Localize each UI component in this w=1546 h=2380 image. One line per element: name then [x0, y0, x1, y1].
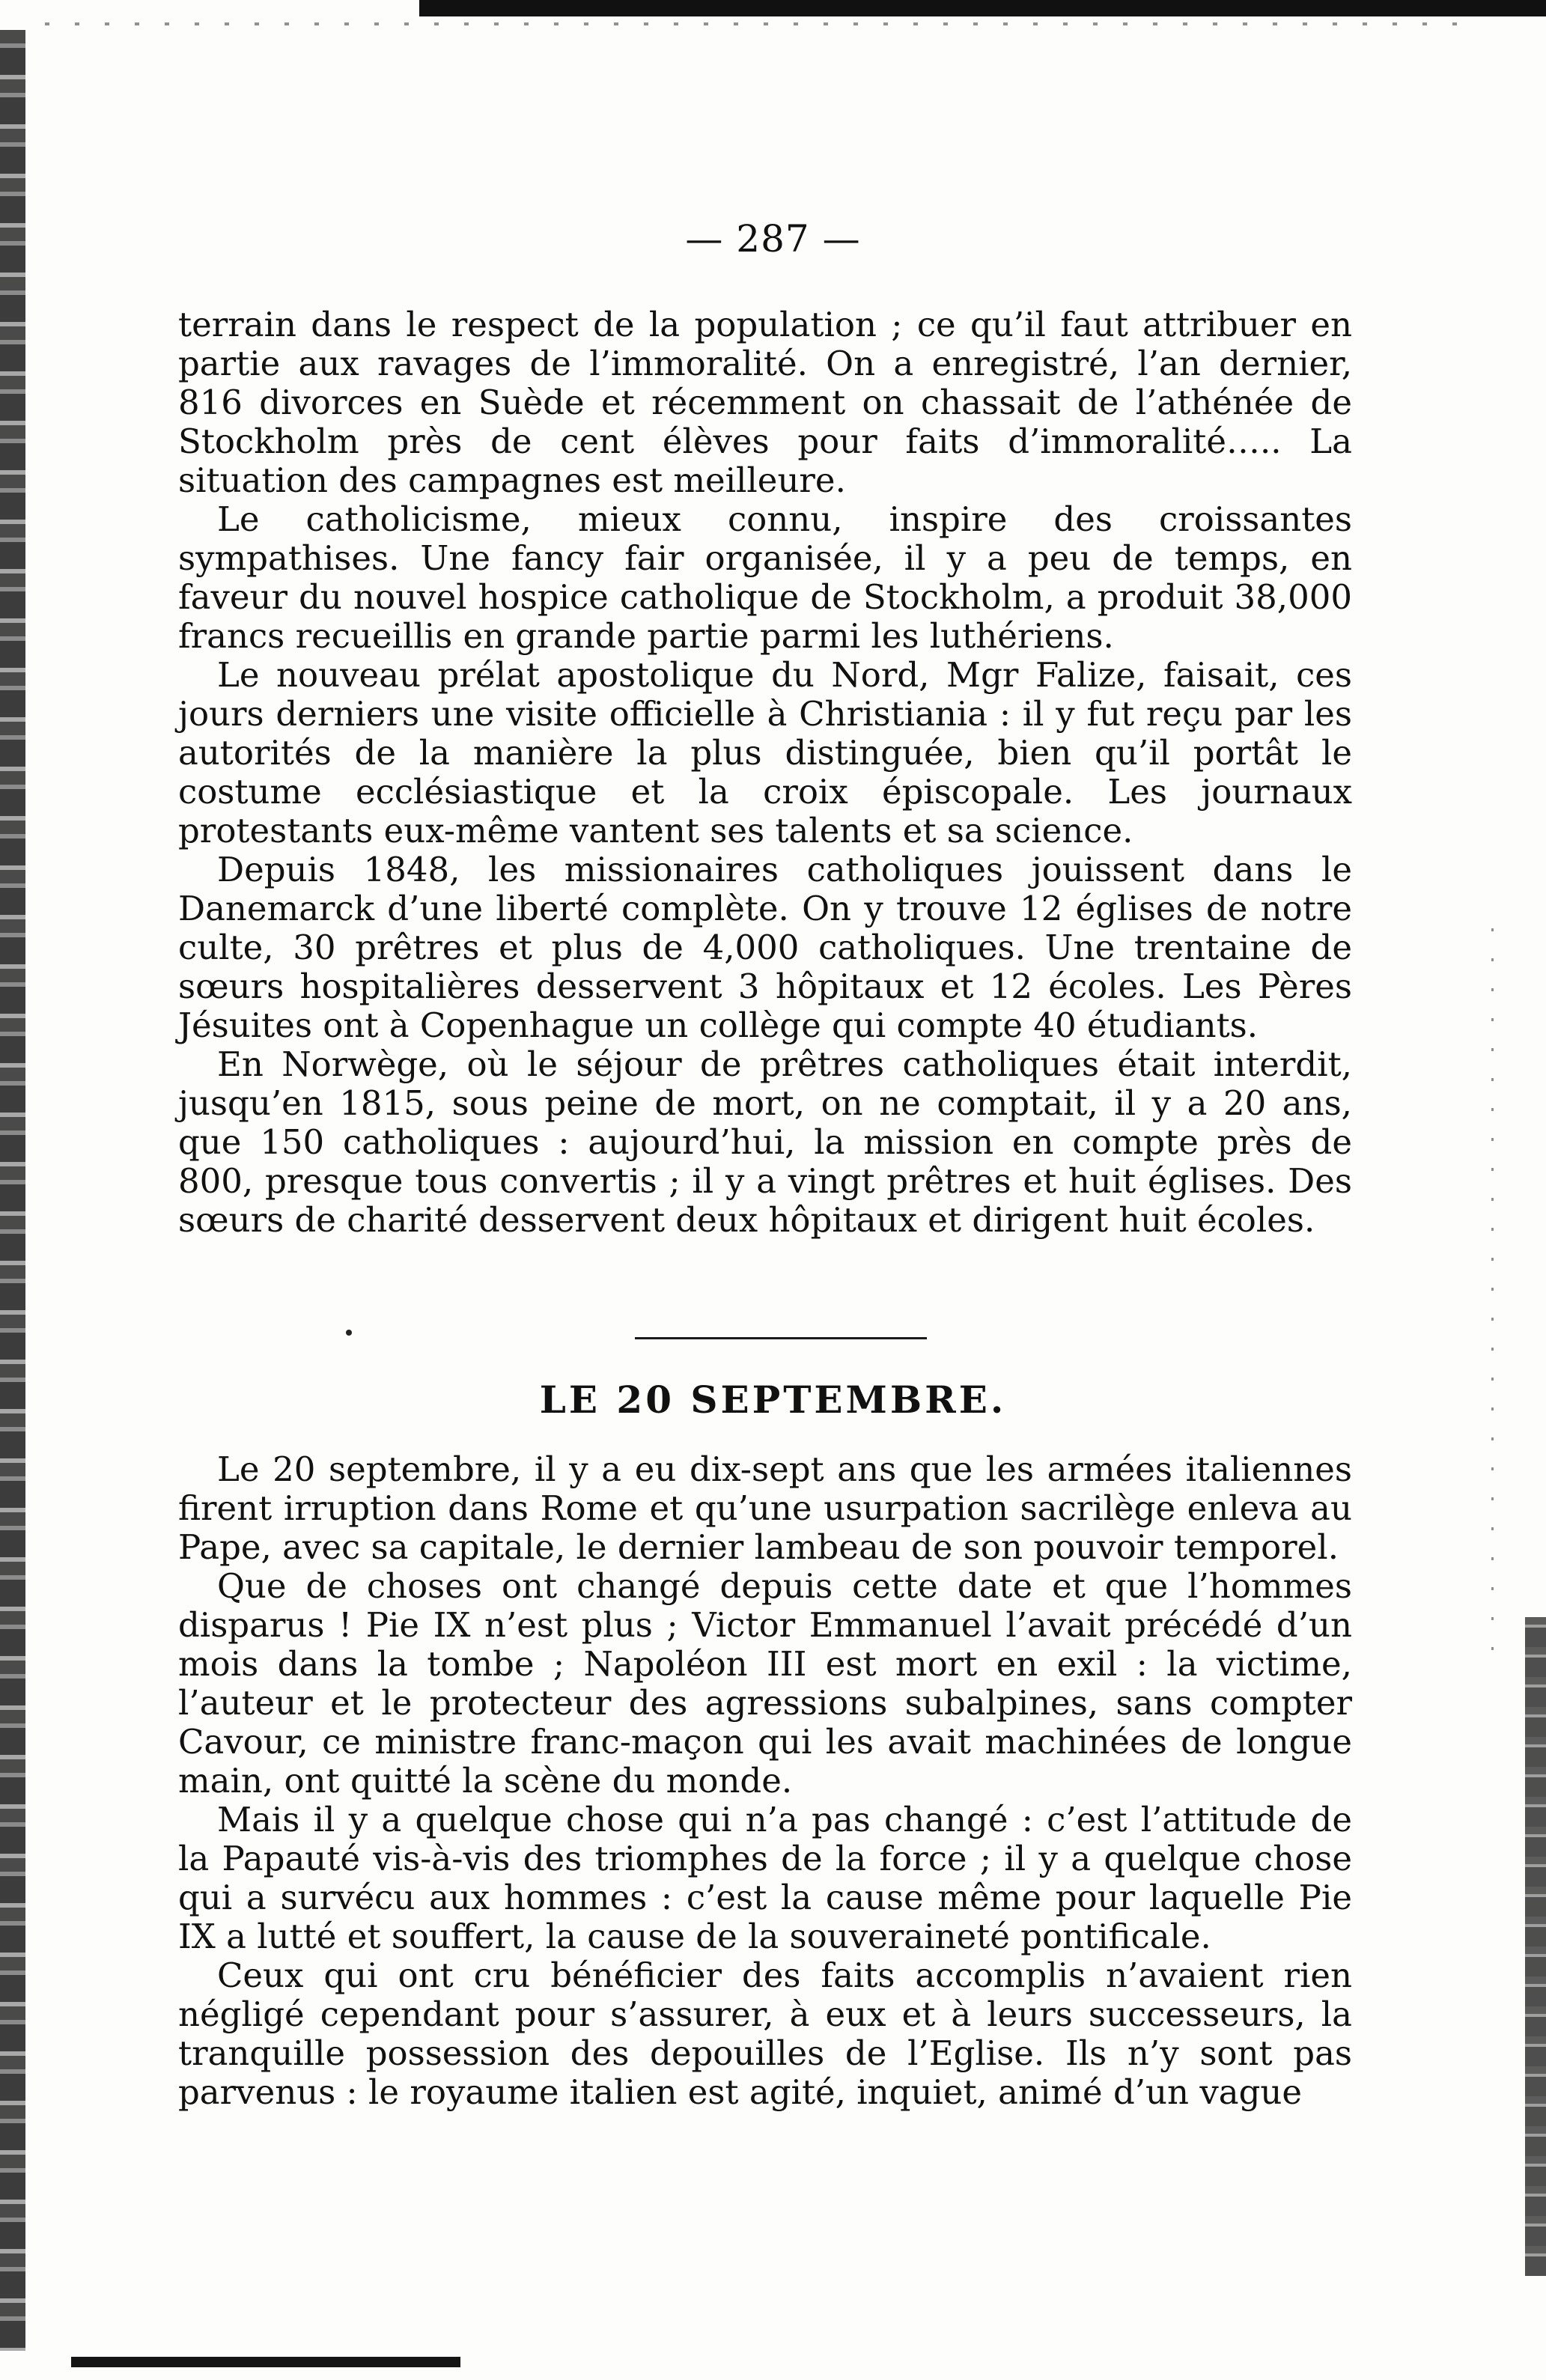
paragraph: Le 20 septembre, il y a eu dix-sept ans que les armées italiennes firent irruption dans Rome et qu’une usurpation sacrilège enleva au Pape, avec sa capitale, le dernier lambeau de son pouvoir temporel. — [178, 1449, 1352, 1567]
paragraph: Ceux qui ont cru bénéficier des faits accomplis n’avaient rien négligé cependant pour s’assurer, à eux et à leurs successeurs, la tranquille possession des depouilles de l’Eglise. Ils n’y sont pas parvenus : le royaume italien est agité, inquiet, animé d’un vague — [178, 1956, 1352, 2112]
paragraph: En Norwège, où le séjour de prêtres catholiques était interdit, jusqu’en 1815, sous peine de mort, on ne comptait, il y a 20 ans, que 150 catholiques : aujourd’hui, la mission en compte près de 800, presque tous convertis ; il y a vingt prêtres et huit églises. Des sœurs de charité desservent deux hôpitaux et dirigent huit écoles. — [178, 1044, 1352, 1240]
paragraph: Mais il y a quelque chose qui n’a pas changé : c’est l’attitude de la Papauté vis-à-vis des triomphes de la force ; il y a quelque chose qui a survécu aux hommes : c’est la cause même pour laquelle Pie IX a lutté et souffert, la cause de la souveraineté pontificale. — [178, 1800, 1352, 1956]
paragraph: Depuis 1848, les missionaires catholiques jouissent dans le Danemarck d’une liberté complète. On y trouve 12 églises de notre culte, 30 prêtres et plus de 4,000 catholiques. Une trentaine de sœurs hospitalières desservent 3 hôpitaux et 12 écoles. Les Pères Jésuites ont à Copenhague un collège qui compte 40 étudiants. — [178, 850, 1352, 1045]
paragraph: Le nouveau prélat apostolique du Nord, Mgr Falize, faisait, ces jours derniers une visite officielle à Christiania : il y fut reçu par les autorités de la manière la plus distinguée, bien qu’il portât le costume ecclésiastique et la croix épiscopale. Les journaux protestants eux-même vantent ses talents et sa science. — [178, 655, 1352, 850]
section-title: LE 20 SEPTEMBRE. — [539, 1378, 1007, 1422]
scan-artifact-right-dots — [1491, 928, 1494, 1677]
scan-artifact-top-dots — [45, 22, 1467, 25]
paragraph: Le catholicisme, mieux connu, inspire des croissantes sympathises. Une fancy fair organisée, il y a peu de temps, en faveur du nouvel hospice catholique de Stockholm, a produit 38,000 francs recueillis en grande partie parmi les luthériens. — [178, 499, 1352, 656]
page-number: — 287 — — [685, 217, 861, 261]
scan-artifact-left-edge — [0, 30, 25, 2351]
paragraph: Que de choses ont changé depuis cette date et que l’hommes disparus ! Pie IX n’est plus ; Victor Emmanuel l’avait précédé d’un mois dans la tombe ; Napoléon III est mort en exil : la victime, l’auteur et le protecteur des agressions subalpines, sans compter Cavour, ce ministre franc-maçon qui les avait machinées de longue main, ont quitté la scène du monde. — [178, 1566, 1352, 1801]
separator-dot — [346, 1330, 352, 1336]
scan-artifact-top — [419, 0, 1546, 16]
section-2-body — [178, 1450, 1352, 2112]
paragraph: terrain dans le respect de la population ; ce qu’il faut attribuer en partie aux ravages de l’immoralité. On a enregistré, l’an dernier, 816 divorces en Suède et récemment on chassait de l’athénée de Stockholm près de cent élèves pour faits d’immoralité….. La situation des campagnes est meilleure. — [178, 305, 1352, 500]
section-1-body — [178, 305, 1352, 1240]
scan-artifact-bottom — [71, 2357, 460, 2367]
scan-artifact-right-edge — [1525, 1617, 1546, 2276]
section-separator — [635, 1337, 927, 1339]
